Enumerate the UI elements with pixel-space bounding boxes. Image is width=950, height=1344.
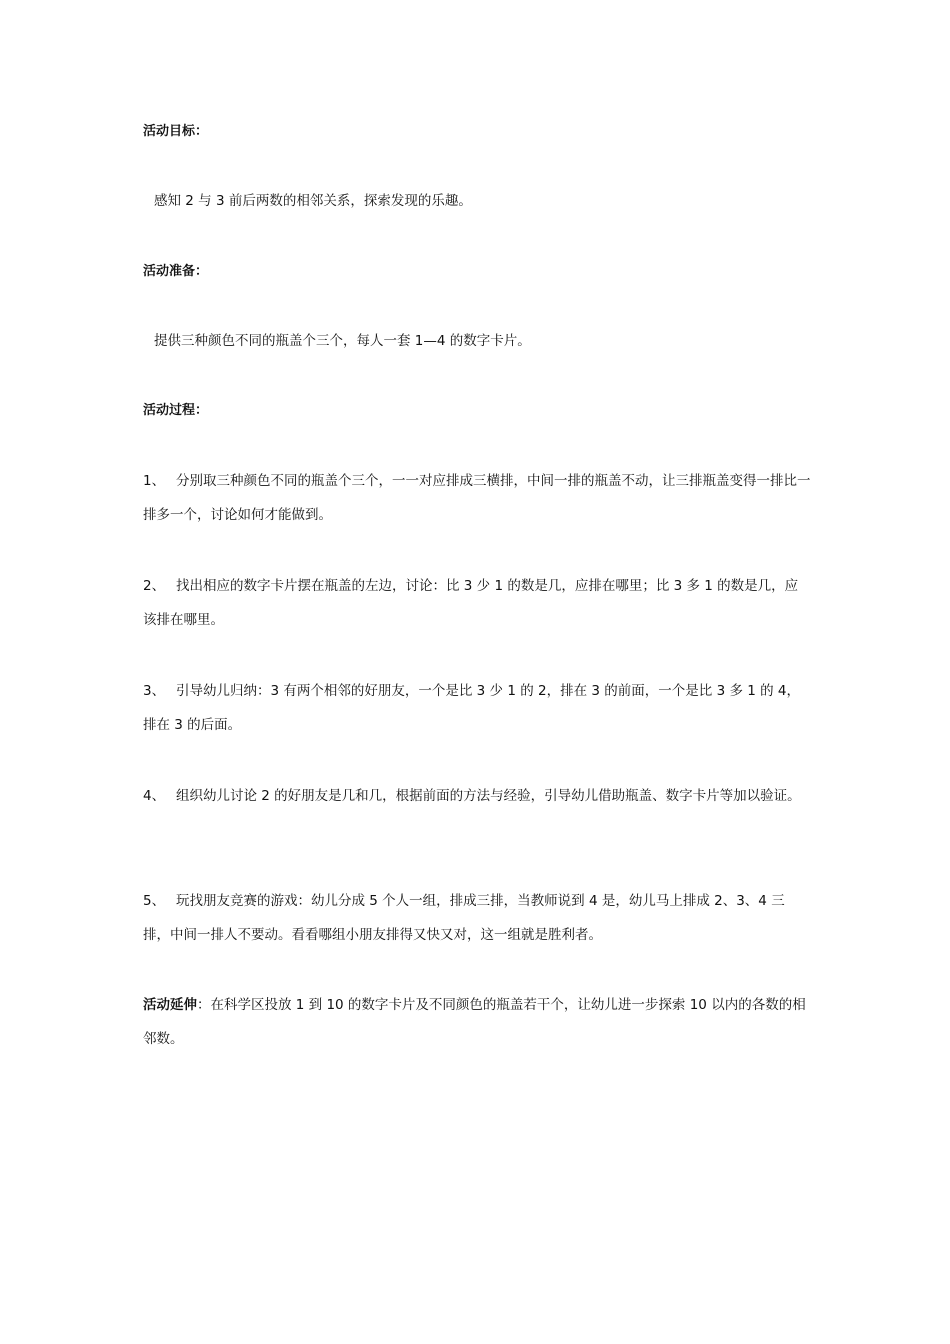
extension-label: 活动延伸 [143,997,197,1013]
step-text: 组织幼儿讨论 2 的好朋友是几和几，根据前面的方法与经验，引导幼儿借助瓶盖、数字卡片等加以验证。 [176,788,801,804]
prep-heading: 活动准备： [143,264,209,279]
prep-text: 提供三种颜色不同的瓶盖个三个，每人一套 1—4 的数字卡片。 [154,333,531,349]
process-step [143,674,811,742]
step-text: 分别取三种颜色不同的瓶盖个三个，一一对应排成三横排，中间一排的瓶盖不动，让三排瓶盖变得一排比一排多一个，讨论如何才能做到。 [143,473,811,523]
process-step [143,884,811,952]
goal-text: 感知 2 与 3 前后两数的相邻关系，探索发现的乐趣。 [154,193,472,209]
goal-heading: 活动目标： [143,124,209,139]
step-number: 2、 [143,578,166,594]
step-text: 找出相应的数字卡片摆在瓶盖的左边，讨论：比 3 少 1 的数是几，应排在哪里；比 3 多 1 的数是几，应该排在哪里。 [143,578,799,628]
process-step [143,779,811,813]
process-step [143,464,811,532]
extension-paragraph [143,988,811,1056]
extension-text: ：在科学区投放 1 到 10 的数字卡片及不同颜色的瓶盖若干个，让幼儿进一步探索 10 以内的各数的相邻数。 [143,997,806,1047]
step-text: 玩找朋友竞赛的游戏：幼儿分成 5 个人一组，排成三排，当教师说到 4 是，幼儿马上排成 2、3、4 三排，中间一排人不要动。看看哪组小朋友排得又快又对，这一组就是胜利者。 [143,893,785,943]
process-step [143,569,811,637]
step-number: 1、 [143,473,166,489]
process-heading: 活动过程： [143,403,209,418]
step-number: 5、 [143,893,166,909]
step-text: 引导幼儿归纳：3 有两个相邻的好朋友，一个是比 3 少 1 的 2，排在 3 的前面，一个是比 3 多 1 的 4，排在 3 的后面。 [143,683,800,733]
step-number: 3、 [143,683,166,699]
step-number: 4、 [143,788,166,804]
